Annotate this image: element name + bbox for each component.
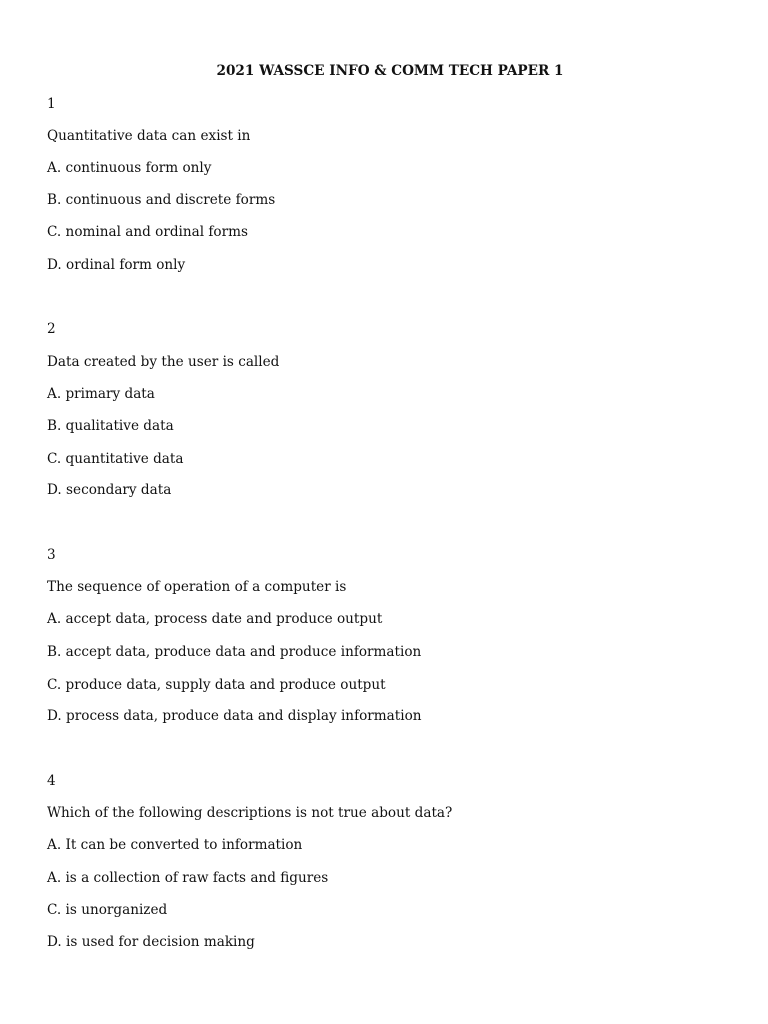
- question-text: Data created by the user is called: [47, 354, 280, 370]
- question-number: 1: [47, 96, 56, 112]
- question-number: 4: [47, 773, 56, 789]
- question-text: Which of the following descriptions is not true about data?: [47, 805, 453, 821]
- answer-option: B. qualitative data: [47, 418, 174, 434]
- question-text: The sequence of operation of a computer is: [47, 579, 347, 595]
- answer-option: C. quantitative data: [47, 451, 184, 467]
- answer-option: C. nominal and ordinal forms: [47, 224, 248, 240]
- answer-option: C. is unorganized: [47, 902, 168, 918]
- answer-option: D. ordinal form only: [47, 257, 186, 273]
- question-text: Quantitative data can exist in: [47, 128, 251, 144]
- answer-option: B. accept data, produce data and produce information: [47, 644, 422, 660]
- answer-option: A. continuous form only: [47, 160, 212, 176]
- answer-option: C. produce data, supply data and produce output: [47, 677, 386, 693]
- answer-option: D. is used for decision making: [47, 934, 255, 950]
- answer-option: B. continuous and discrete forms: [47, 192, 276, 208]
- question-number: 3: [47, 547, 56, 563]
- answer-option: A. It can be converted to information: [47, 837, 303, 853]
- answer-option: A. is a collection of raw facts and figures: [47, 870, 329, 886]
- question-number: 2: [47, 321, 56, 337]
- answer-option: A. accept data, process date and produce output: [47, 611, 383, 627]
- answer-option: D. secondary data: [47, 482, 172, 498]
- answer-option: A. primary data: [47, 386, 155, 402]
- answer-option: D. process data, produce data and display information: [47, 708, 422, 724]
- page-title: 2021 WASSCE INFO & COMM TECH PAPER 1: [216, 63, 564, 79]
